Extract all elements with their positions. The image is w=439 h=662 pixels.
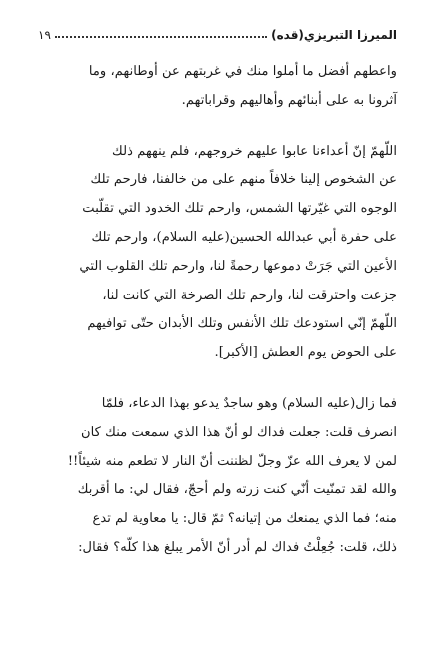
text-line: اللّهمّ إنّ أعداءنا عابوا عليهم خروجهم، فلم ينههم ذلك xyxy=(112,143,397,159)
text-line: جزعت واحترقت لنا، وارحم تلك الصرخة التي كانت لنا، xyxy=(102,287,397,303)
paragraph xyxy=(38,138,397,368)
text-line: واعطهم أفضل ما أملوا منك في غربتهم عن أوطانهم، وما xyxy=(88,64,397,79)
header-title: الميرزا التبريزي(قده) xyxy=(271,28,397,42)
text-line: انصرف قلت: جعلت فداك لو أنّ هذا الذي سمعت منك كان xyxy=(80,424,397,440)
text-line: اللّهمّ إنّي استودعك تلك الأنفس وتلك الأبدان حتّى توافيهم xyxy=(87,316,397,332)
text-line: ذلك، قلت: جُعِلْتُ فداك لم أدر أنّ الأمر يبلغ هذا كلّه؟ فقال: xyxy=(78,539,397,555)
text-line: والله لقد تمنّيت أنّي كنت زرته ولم أحجّ، فقال لي: ما أقربك xyxy=(77,482,397,498)
text-line: عن الشخوص إلينا خلافاً منهم على من خالفنا، فارحم تلك xyxy=(90,172,397,188)
running-header xyxy=(38,22,397,42)
text-line: منه؛ فما الذي يمنعك من إتيانه؟ ثمّ قال: يا معاوية لم تدع xyxy=(92,511,397,527)
text-line: لمن لا يعرف الله عزّ وجلّ لظننت أنّ النار لا تطعم منه شيئاً!! xyxy=(67,453,397,469)
text-line: آثرونا به على أبنائهم وأهاليهم وقراباتهم. xyxy=(181,92,397,108)
header-dotted-leader xyxy=(55,36,267,38)
text-line: فما زال(عليه السلام) وهو ساجدٌ يدعو بهذا الدعاء، فلمّا xyxy=(101,395,397,411)
paragraph xyxy=(38,58,397,116)
body-text xyxy=(38,58,397,585)
paragraph xyxy=(38,390,397,563)
text-line: على الحوض يوم العطش [الأكبر]. xyxy=(214,345,397,361)
text-line: الأعين التي جَرَتْ دموعها رحمةً لنا، وارحم تلك القلوب التي xyxy=(79,258,397,274)
text-line: الوجوه التي غيّرتها الشمس، وارحم تلك الخدود التي تقلّبت xyxy=(82,201,397,217)
text-line: على حفرة أبي عبدالله الحسين(عليه السلام)، وارحم تلك xyxy=(91,229,397,245)
page-number: ١٩ xyxy=(38,28,51,42)
